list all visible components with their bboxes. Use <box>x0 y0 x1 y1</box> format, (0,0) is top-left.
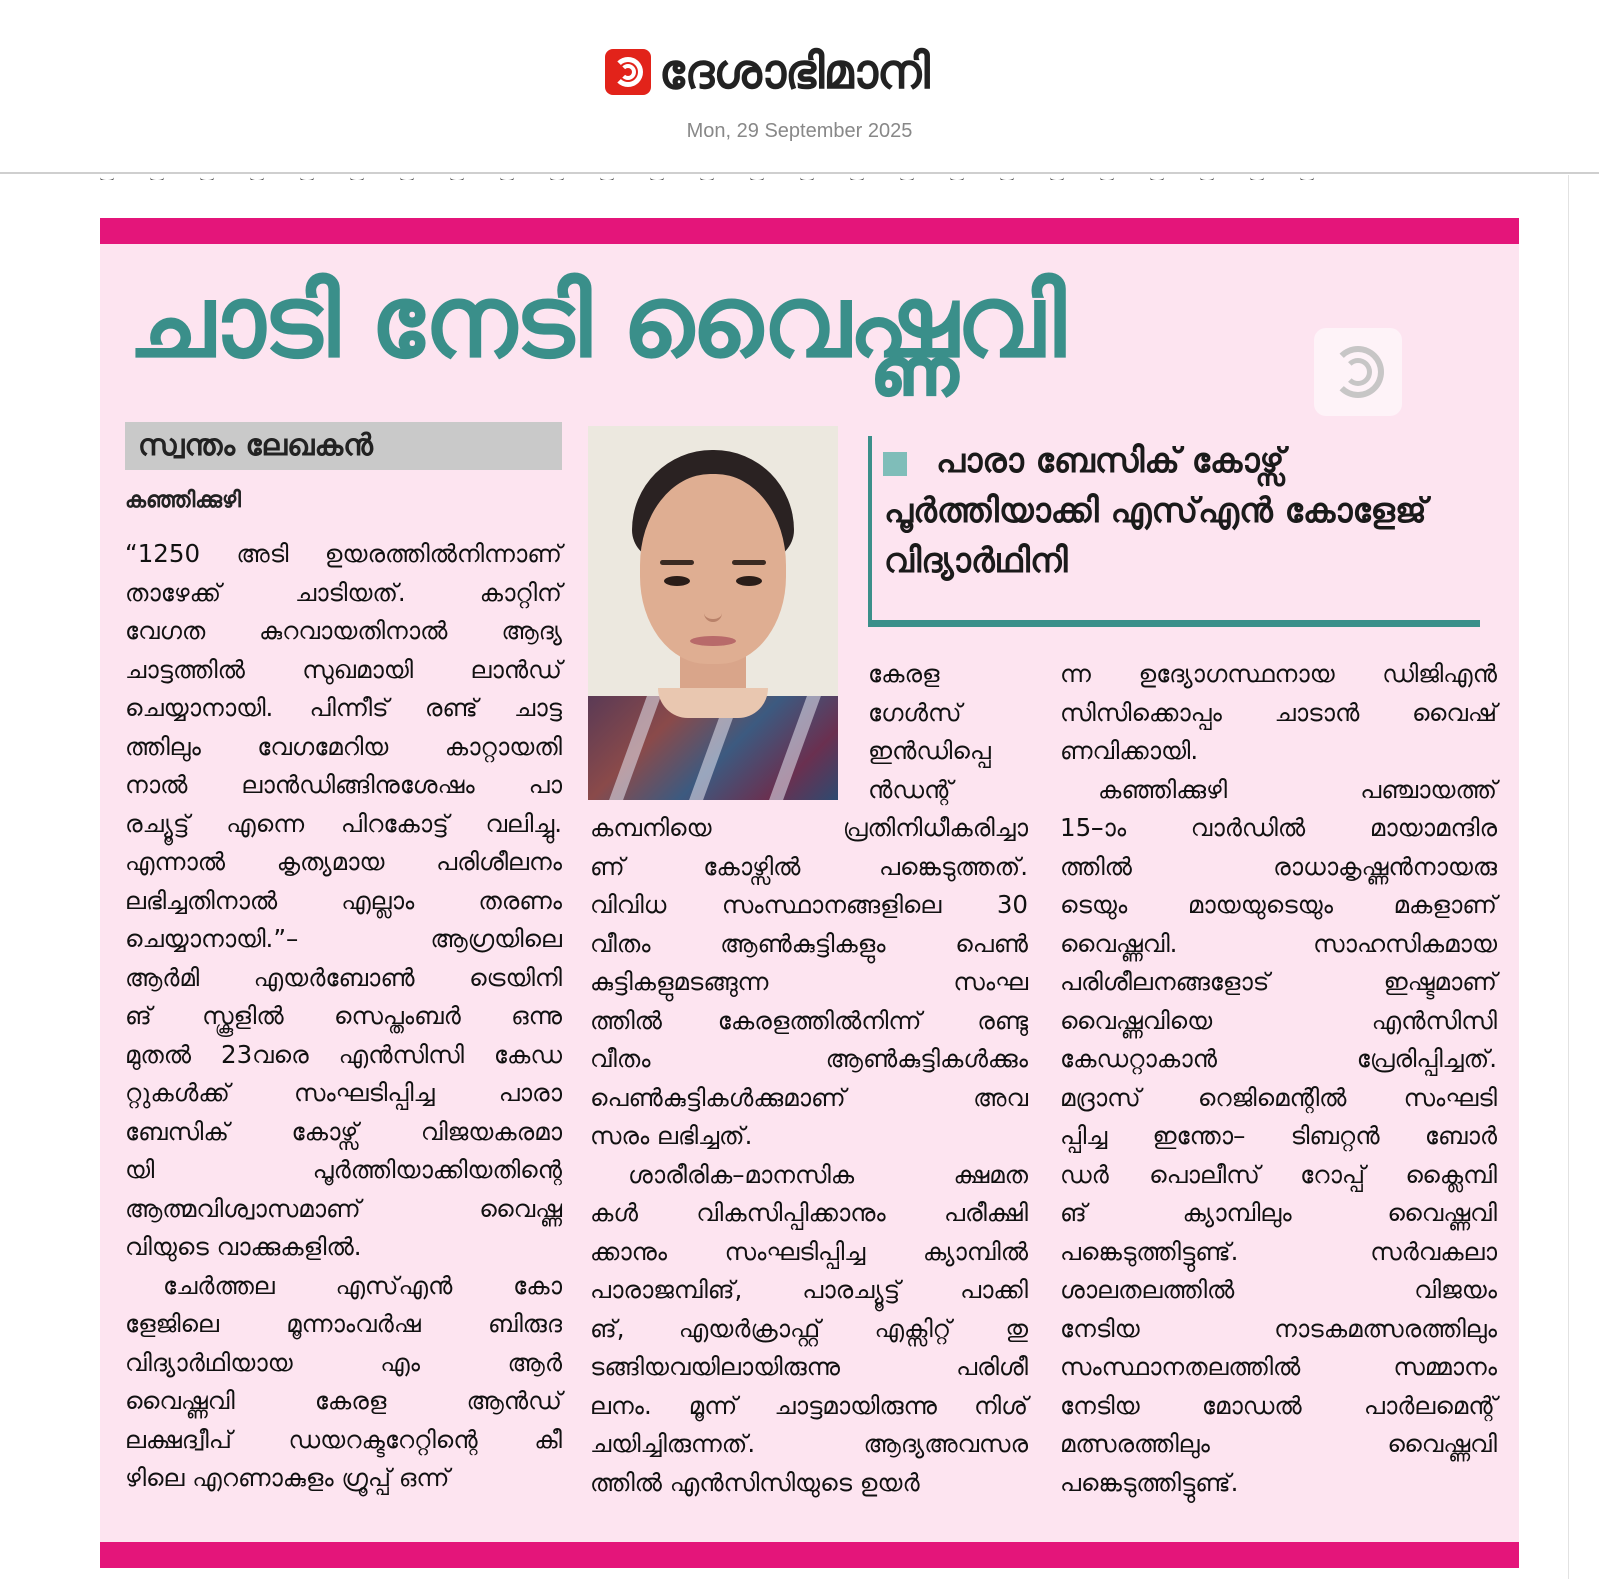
article-text-line: വിയുടെ വാക്കുകളിൽ. <box>125 1232 362 1261</box>
page-edge-divider <box>1568 175 1569 1579</box>
deshabhimani-logo-icon <box>605 49 651 95</box>
article-text-line: ടങ്ങിയവയിലായിരുന്നു പരിശീ <box>590 1352 1028 1381</box>
article-column-2-top <box>868 655 1028 809</box>
article-text-line: യി പൂർത്തിയാക്കിയതിന്റെ <box>125 1155 562 1184</box>
article-text-line: കമ്പനിയെ പ്രതിനിധീകരിച്ചാ <box>590 813 1028 842</box>
article-text-line: ലഭിച്ചതിനാൽ എല്ലാം തരണം <box>125 885 562 915</box>
article-top-bar <box>100 218 1519 244</box>
article-text-line: പങ്കെടുത്തിട്ടുണ്ട്. <box>1060 1467 1239 1497</box>
article-text-line: വിവിധ സംസ്ഥാനങ്ങളിലെ 30 <box>590 890 1028 919</box>
article-text-line: വൈഷ്ണവി. സാഹസികമായ <box>1060 928 1497 958</box>
article-text-line: ങ് സ്കൂളിൽ സെപ്തംബർ ഒന്നു <box>125 1001 562 1030</box>
article-text-line: വൈഷ്ണവിയെ എൻസിസി <box>1060 1005 1497 1035</box>
article-text-line: മദ്രാസ് റെജിമെന്റിൽ സംഘടി <box>1060 1082 1497 1112</box>
article-text-line: നാൽ ലാൻഡിങ്ങിനുശേഷം പാ <box>125 770 562 799</box>
article-text-line: ശാരീരിക–മാനസിക ക്ഷമത <box>628 1159 1028 1189</box>
article-text-line: വേഗത കുറവായതിനാൽ ആദ്യ <box>125 616 562 645</box>
page-header <box>0 0 1599 174</box>
article-text-line: ഴിലെ എറണാകുളം ഗ്രൂപ്പ് ഒന്ന് <box>125 1463 450 1492</box>
article-text-line: നേടിയ നാടകമത്സരത്തിലും <box>1060 1313 1497 1343</box>
article-byline: സ്വന്തം ലേഖകൻ <box>138 428 373 463</box>
article-text-line: കേരള <box>868 659 940 688</box>
article-text-line: ടെയും മായയുടെയും മകളാണ് <box>1060 890 1497 919</box>
article-text-line: ക്കാനും സംഘടിപ്പിച്ച ക്യാമ്പിൽ <box>590 1236 1028 1266</box>
deshabhimani-logo[interactable] <box>605 42 929 102</box>
article-headline: ചാടി നേടി വൈഷ്ണവി <box>128 263 1064 380</box>
article-text-line: 15–ാം വാർഡിൽ മായാമന്ദിര <box>1060 813 1497 842</box>
article-text-line: കുട്ടികളുമടങ്ങുന്ന സംഘ <box>590 967 1028 996</box>
article-text-line: ലനം. മൂന്ന് ചാട്ടമായിരുന്നു നിശ് <box>590 1390 1028 1420</box>
article-text-line: ങ്, എയർക്രാഫ്റ്റ് എക്സിറ്റ് തു <box>590 1313 1028 1343</box>
article-text-line: ചെയ്യാനായി. പിന്നീട് രണ്ട് ചാട്ട <box>125 693 562 722</box>
article-text-line: ബേസിക് കോഴ്സ് വിജയകരമാ <box>125 1116 562 1146</box>
clipped-text-strip <box>100 168 1420 180</box>
article-text-line: പരിശീലനങ്ങളോട് ഇഷ്ടമാണ് <box>1060 967 1497 996</box>
article-text-line: ണ് കോഴ്സിൽ പങ്കെടുത്തത്. <box>590 851 1028 881</box>
article-text-line: ഗേൾസ് <box>868 697 962 727</box>
article-text-line: വീതം ആൺകുട്ടികളും പെൺ <box>590 928 1028 958</box>
article-dateline: കഞ്ഞിക്കുഴി <box>125 488 241 513</box>
article-text-line: രച്യൂട്ട് എന്നെ പിറകോട്ട് വലിച്ചു. <box>125 808 562 838</box>
article-text-line: ആത്മവിശ്വാസമാണ് വൈഷ്ണ <box>125 1193 562 1223</box>
article-text-line: സരം ലഭിച്ചത്. <box>590 1121 753 1150</box>
watermark-logo-icon <box>1314 328 1402 416</box>
edition-date: Mon, 29 September 2025 <box>686 120 913 142</box>
article-text-line: ചെയ്യാനായി.”– ആഗ്രയിലെ <box>125 924 562 953</box>
article-text-line: റ്റുകൾക്ക് സംഘടിപ്പിച്ച പാരാ <box>125 1078 562 1107</box>
article-text-line: ചാട്ടത്തിൽ സുഖമായി ലാൻഡ് <box>125 654 562 684</box>
article-text-line: പെൺകുട്ടികൾക്കുമാണ് അവ <box>590 1082 1028 1112</box>
subheadline-rule <box>868 436 872 620</box>
article-text-line: സിസിക്കൊപ്പം ചാടാൻ വൈഷ് <box>1060 697 1497 727</box>
article-text-line: ആർമി എയർബോൺ ട്രെയിനി <box>125 962 562 992</box>
article-photo <box>588 426 838 800</box>
article-text-line: ത്തിലും വേഗമേറിയ കാറ്റായതി <box>125 731 562 761</box>
article-text-line: കഞ്ഞിക്കുഴി പഞ്ചായത്ത് <box>1098 774 1497 804</box>
article-text-line: വൈഷ്ണവി കേരള ആൻഡ് <box>125 1386 562 1415</box>
logo-wordmark: ദേശാഭിമാനി <box>659 43 929 100</box>
article-text-line: ളേജിലെ മൂന്നാംവർഷ ബിരുദ <box>125 1309 562 1338</box>
article-text-line: ലക്ഷദ്വീപ് ഡയറക്ടറേറ്റിന്റെ കീ <box>125 1424 562 1454</box>
article-text-line: കൾ വികസിപ്പിക്കാനും പരീക്ഷി <box>590 1198 1028 1227</box>
article-text-line: ചയിച്ചിരുന്നത്. ആദ്യഅവസര <box>590 1429 1028 1458</box>
article-text-line: പ്പിച്ച ഇന്തോ– ടിബറ്റൻ ബോർ <box>1060 1121 1497 1150</box>
article-text-line: ത്തിൽ രാധാകൃഷ്ണൻനായരു <box>1060 851 1497 881</box>
article-text-line: ന്ന ഉദ്യോഗസ്ഥനായ ഡിജിഎൻ <box>1060 659 1497 688</box>
article-text-line: വിദ്യാർഥിയായ എം ആർ <box>125 1347 562 1377</box>
article-text-line: താഴേക്ക് ചാടിയത്. കാറ്റിന് <box>125 577 562 607</box>
article-bottom-bar <box>100 1542 1519 1568</box>
article-text-line: ശാലതലത്തിൽ വിജയം <box>1060 1275 1497 1304</box>
article-text-line: സംസ്ഥാനതലത്തിൽ സമ്മാനം <box>1060 1352 1497 1381</box>
article-text-line: മത്സരത്തിലും വൈഷ്ണവി <box>1060 1429 1497 1458</box>
article-text-line: നേടിയ മോഡൽ പാർലമെന്റ് <box>1060 1390 1497 1420</box>
article-text-line: ത്തിൽ കേരളത്തിൽനിന്ന് രണ്ടു <box>590 1005 1028 1035</box>
subheadline-underline <box>868 620 1480 627</box>
article-text-line: ഇൻഡിപ്പെ <box>868 736 991 765</box>
article-text-line: ചേർത്തല എസ്എൻ കോ <box>163 1270 562 1300</box>
article-text-line: എന്നാൽ കൃത്യമായ പരിശീലനം <box>125 847 562 876</box>
article-text-line: മുതൽ 23വരെ എൻസിസി കേഡ <box>125 1039 562 1069</box>
article-text-line: ൻഡന്റ് <box>868 774 953 804</box>
article-subheadline: പാരാ ബേസിക് കോഴ്സ് പൂർത്തിയാക്കി എസ്എൻ കോളേജ് വിദ്യാർഥിനി <box>884 441 1427 581</box>
article-text-line: കേഡറ്റാകാൻ പ്രേരിപ്പിച്ചത്. <box>1060 1044 1497 1073</box>
article-text-line: പാരാജമ്പിങ്, പാരച്യൂട്ട് പാക്കി <box>590 1275 1028 1304</box>
article-text-line: ണവിക്കായി. <box>1060 736 1199 765</box>
article-text-line: ത്തിൽ എൻസിസിയുടെ ഉയർ <box>590 1467 920 1497</box>
article-text-line: വീതം ആൺകുട്ടികൾക്കും <box>590 1044 1028 1073</box>
article-column-2 <box>590 809 1028 1502</box>
article-text-line: പങ്കെടുത്തിട്ടുണ്ട്. സർവകലാ <box>1060 1236 1497 1266</box>
article-column-1 <box>125 535 562 1498</box>
article-text-line: “1250 അടി ഉയരത്തിൽനിന്നാണ് <box>125 539 562 568</box>
article-column-3 <box>1060 655 1497 1502</box>
article-text-line: ങ് ക്യാമ്പിലും വൈഷ്ണവി <box>1060 1198 1497 1227</box>
article-text-line: ഡർ പൊലീസ് റോപ്പ് ക്ലൈമ്പി <box>1060 1159 1497 1189</box>
